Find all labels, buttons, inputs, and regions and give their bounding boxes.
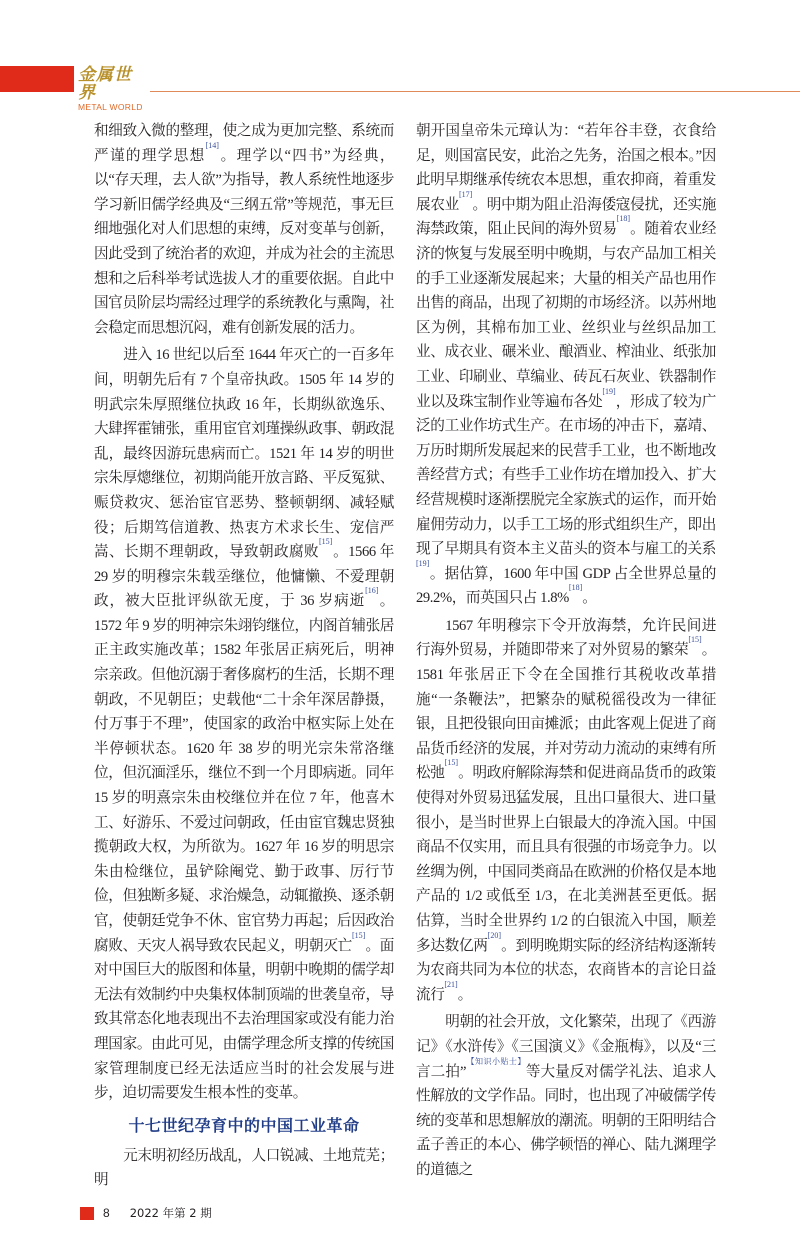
text-run: ，形成了较为广泛的工业作坊式生产。在市场的冲击下，嘉靖、万历时期所发展起来的民营手工业，也不断地改善经营方式；有些手工业作坊在增加投入、扩大经营规模时逐渐摆脱完全家族式的运作，而开始雇佣劳动力，以手工工场的形式组织生产，即出现了早期具有资本主义苗头的资本与雇工的关系	[416, 393, 716, 558]
paragraph	[416, 1010, 716, 1182]
text-run: 和细致入微的整理，使之成为更加完整、系统而严谨的理学思想	[94, 123, 394, 164]
text-run: 。理学以“四书”为经典，以“存天理，去人欲”为指导，教人系统性地逐步学习新旧儒学经典及“三纲五常”等规范，事无巨细地强化对人们思想的束缚，反对变革与创新，因此受到了统治者的欢迎，并成为社会的主流思想和之后科举考试选拔人才的重要依据。自此中国官员阶层均需经过理学的系统教化与熏陶，社会稳定而思想沉闷，难有创新发展的活力。	[94, 147, 395, 336]
text-run: 。明政府解除海禁和促进商品货币的政策使得对外贸易迅猛发展，且出口量很大、进口量很小，是当时世界上白银最大的净流入国。中国商品不仅实用，而且具有很强的市场竞争力。以丝绸为例，中国同类商品在欧洲的价格仅是本地产品的 1/2 或低至 1/3，在北美洲甚至更低。据估算，当时全世界约 1/2 的白银流入中国，顺差多达数亿两	[416, 765, 716, 954]
left-column	[94, 119, 394, 1193]
header-rule	[150, 91, 800, 92]
citation-reference[interactable]: [17]	[459, 189, 473, 199]
citation-reference[interactable]: [15]	[319, 537, 333, 547]
paragraph	[94, 119, 394, 340]
text-run: 。到明晚期实际的经济结构逐渐转为农商共同为本位的状态，农商皆本的言论日益流行	[416, 937, 716, 1003]
text-run: 。	[582, 590, 597, 607]
text-run: 。随着农业经济的恢复与发展至明中晚期，与农产品加工相关的手工业逐渐发展起来；大量的相关产品也用作出售的商品，出现了初期的市场经济。以苏州地区为例，其棉布加工业、丝织业与丝织品加工业、成衣业、碾米业、酿酒业、榨油业、纸张加工业、印刷业、草编业、砖瓦石灰业、铁器制作业以及珠宝制作业等遍布各处	[416, 221, 716, 410]
citation-reference[interactable]: [19]	[602, 386, 616, 396]
magazine-logo	[78, 66, 148, 112]
text-run: 朝开国皇帝朱元璋认为：“若年谷丰登，衣食给足，则国富民安，此治之先务，治国之根本。”因此明早期继承传统农本思想，重农抑商，着重发展农业	[416, 123, 716, 213]
text-run: 。1572 年 9 岁的明神宗朱翊钧继位，内阁首辅张居正主政实施改革；1582 年张居正病死后，明神宗亲政。但他沉溺于奢侈腐朽的生活，长期不理朝政，不见朝臣；史载他“二十余年深居静摄，付万事于不理”，使国家的政治中枢实际上处在半停顿状态。1620 年 38 岁的明光宗朱常洛继位，但沉湎淫乐，继位不到一个月即病逝。同年 15 岁的明熹宗朱由校继位并在位 7 年，他喜木工、好游乐、不爱过问朝政，任由宦官魏忠贤独揽朝政大权，为所欲为。1627 年 16 岁的明思宗朱由检继位，虽铲除阉党、勤于政事、厉行节俭，但独断多疑、求治燥急，动辄撤换、逐杀朝官，使朝廷党争不休、宦官势力再起；后因政治腐败、天灾人祸导致农民起义，明朝灭亡	[94, 593, 394, 954]
text-run: 。1581 年张居正下令在全国推行其税收改革措施“一条鞭法”，把繁杂的赋税徭役改为一律征银，且把役银向田亩摊派；由此客观上促进了商品货币经济的发展，并对劳动力流动的束缚有所松弛	[416, 642, 716, 782]
citation-reference[interactable]: 【知识小贴士】	[466, 1056, 526, 1066]
text-run: 1567 年明穆宗下令开放海禁，允许民间进行海外贸易，并随即带来了对外贸易的繁荣	[416, 617, 716, 659]
text-run: 。	[457, 986, 472, 1003]
citation-reference[interactable]: [15]	[688, 635, 702, 645]
issue-label: 2022 年第 2 期	[129, 1206, 212, 1220]
text-run: 等大量反对儒学礼法、追求人性解放的文学作品。同时，也出现了冲破儒学传统的变革和思想解放的潮流。明朝的王阳明结合孟子善正的本心、佛学顿悟的禅心、陆九渊理学的道德之	[416, 1063, 716, 1178]
citation-reference[interactable]: [18]	[568, 583, 583, 593]
text-run: 元末明初经历战乱，人口锐减、土地荒芜；明	[94, 1147, 394, 1189]
paragraph	[94, 343, 394, 1105]
citation-reference[interactable]: [16]	[365, 586, 379, 596]
logo-english: METAL WORLD	[78, 102, 143, 112]
citation-reference[interactable]: [14]	[205, 140, 219, 150]
citation-reference[interactable]: [15]	[352, 930, 366, 940]
paragraph	[416, 119, 716, 611]
paragraph	[416, 614, 716, 1008]
text-run: 。据估算，1600 年中国 GDP 占全世界总量的 29.2%，而英国只占 1.8%	[416, 565, 716, 607]
header-red-bar	[0, 66, 74, 92]
citation-reference[interactable]: [18]	[616, 214, 630, 224]
citation-reference[interactable]: [21]	[444, 979, 458, 989]
citation-reference[interactable]: [19]	[416, 558, 430, 568]
text-run: 。面对中国巨大的版图和体量，明朝中晚期的儒学却无法有效制约中央集权体制顶端的世袭皇帝，导致其常态化地表现出不去治理国家或没有能力治理国家。由此可见，由儒学理念所支撑的传统国家管理制度已经无法适应当时的社会发展与进步，迫切需要发生根本性的变革。	[94, 937, 394, 1102]
text-run: 。明中期为阻止沿海倭寇侵扰，还实施海禁政策，阻止民间的海外贸易	[416, 196, 716, 238]
section-heading: 十七世纪孕育中的中国工业革命	[128, 1115, 360, 1135]
text-run: 明朝的社会开放，文化繁荣，出现了《西游记》《水浒传》《三国演义》《金瓶梅》，以及“三言二拍”	[416, 1014, 716, 1080]
right-column	[416, 119, 716, 1183]
text-run: 进入 16 世纪以后至 1644 年灭亡的一百多年间，明朝先后有 7 个皇帝执政。1505 年 14 岁的明武宗朱厚照继位执政 16 年，长期纵欲逸乐、大肆挥霍铺张，重用宦官刘瑾操纵政事、朝政混乱，最终因游玩患病而亡。1521 年 14 岁的明世宗朱厚熜继位，初期尚能开放言路、平反冤狱、赈贷救灾、惩治宦官恶势、整顿朝纲、减轻赋役；后期笃信道教、热衷方术求长生、宠信严嵩、长期不理朝政，导致朝政腐败	[94, 347, 394, 561]
paragraph	[94, 1144, 394, 1193]
text-run: 。1566 年 29 岁的明穆宗朱载坖继位，他慵懒、不爱理朝政，被大臣批评纵欲无度，于 36 岁病逝	[94, 544, 394, 610]
footer-red-square	[80, 1207, 94, 1220]
page-footer	[80, 1205, 212, 1221]
logo-chinese: 金属世界	[78, 65, 132, 103]
citation-reference[interactable]: [20]	[487, 930, 501, 940]
citation-reference[interactable]: [15]	[444, 758, 458, 768]
page-number: 8	[103, 1206, 110, 1220]
